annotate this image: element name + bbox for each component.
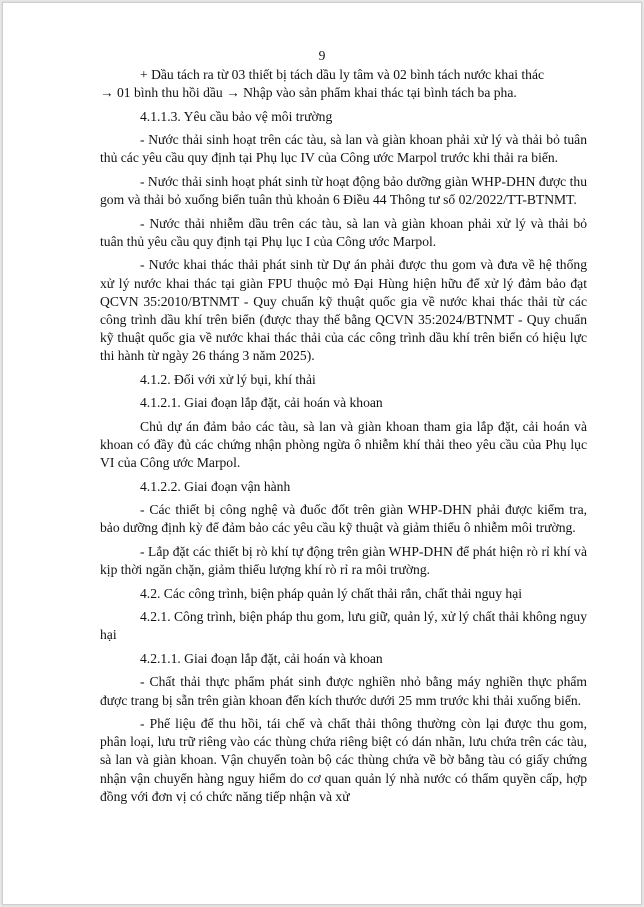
heading-4-1-2-2: 4.1.2.2. Giai đoạn vận hành bbox=[140, 478, 291, 494]
paragraph-produced-water: - Nước khai thác thải phát sinh từ Dự án phải được thu gom và đưa về hệ thống xử lý nước khai thác tại giàn FPU thuộc mỏ Đại Hùng hiện hữu để xử lý đảm bảo đạt QCVN 35:2010/BTNMT - Quy chuẩn kỹ thuật quốc gia về nước khai thác thải từ các công trình dầu khí trên biển (được thay thế bằng QCVN 35:2024/BTNMT - Quy chuẩn kỹ thuật quốc gia về nước khai thác thải của các công trình dầu khí trên biển có hiệu lực thi hành từ ngày 26 tháng 3 năm 2025). bbox=[100, 257, 587, 364]
paragraph-food-waste: - Chất thải thực phẩm phát sinh được nghiền nhỏ bằng máy nghiền thực phẩm được trang bị sẵn trên giàn khoan đến kích thước dưới 25 mm trước khi thải xuống biển. bbox=[100, 674, 587, 708]
heading-4-2: 4.2. Các công trình, biện pháp quản lý chất thải rắn, chất thải nguy hại bbox=[140, 585, 523, 601]
paragraph-oil-separation: + Dầu tách ra từ 03 thiết bị tách dầu ly tâm và 02 bình tách nước khai thác → 01 bình thu hồi dầu → Nhập vào sản phẩm khai thác tại bình tách ba pha. bbox=[100, 67, 545, 101]
paragraph-oily-wastewater: - Nước thải nhiễm dầu trên các tàu, sà lan và giàn khoan phải xử lý và thải bỏ tuân thủ yêu cầu quy định tại Phụ lục I của Công ước Marpol. bbox=[100, 215, 587, 249]
paragraph-domestic-wastewater-vessels: - Nước thải sinh hoạt trên các tàu, sà lan và giàn khoan phải xử lý và thải bỏ tuân thủ các yêu cầu quy định tại Phụ lục IV của Công ước Marpol trước khi thải ra biển. bbox=[100, 132, 587, 166]
paragraph-emission-certificates: Chủ dự án đảm bảo các tàu, sà lan và giàn khoan tham gia lắp đặt, cải hoán và khoan có đầy đủ các chứng nhận phòng ngừa ô nhiễm khí thải theo yêu cầu của Phụ lục VI của Công ước Marpol. bbox=[100, 418, 587, 471]
document-body bbox=[100, 66, 587, 811]
paragraph-scrap-recycling: - Phế liệu để thu hồi, tái chế và chất thải thông thường còn lại được thu gom, phân loại, lưu trữ riêng vào các thùng chứa riêng biệt có dán nhãn, lưu chứa trên các tàu, sà lan và giàn khoan. Vận chuyển toàn bộ các thùng chứa về bờ bằng tàu có giấy chứng nhận vận chuyển hàng nguy hiểm do cơ quan quản lý nhà nước có thẩm quyền cấp, hợp đồng với đơn vị có chức năng tiếp nhận và xử bbox=[100, 716, 587, 804]
document-page bbox=[2, 2, 642, 905]
heading-4-1-2-1: 4.1.2.1. Giai đoạn lắp đặt, cải hoán và khoan bbox=[140, 395, 383, 411]
heading-4-1-2: 4.1.2. Đối với xử lý bụi, khí thải bbox=[140, 371, 316, 387]
paragraph-gas-leak-detection: - Lắp đặt các thiết bị rò khí tự động trên giàn WHP-DHN để phát hiện rò rỉ khí và kịp thời ngăn chặn, giảm thiểu lượng khí rò rỉ ra môi trường. bbox=[100, 543, 587, 578]
heading-4-2-1-1: 4.2.1.1. Giai đoạn lắp đặt, cải hoán và khoan bbox=[140, 650, 383, 666]
heading-4-1-1-3: 4.1.1.3. Yêu cầu bảo vệ môi trường bbox=[140, 108, 333, 124]
heading-4-2-1: 4.2.1. Công trình, biện pháp thu gom, lưu giữ, quản lý, xử lý chất thải không nguy hại bbox=[100, 609, 587, 643]
paragraph-domestic-wastewater-maintenance: - Nước thải sinh hoạt phát sinh từ hoạt động bảo dưỡng giàn WHP-DHN được thu gom và thải bỏ xuống biển tuân thủ khoản 6 Điều 44 Thông tư số 02/2022/TT-BTNMT. bbox=[100, 173, 587, 208]
page-number: 9 bbox=[318, 48, 326, 63]
paragraph-equipment-maintenance: - Các thiết bị công nghệ và đuốc đốt trên giàn WHP-DHN phải được kiểm tra, bảo dưỡng định kỳ để đảm bảo các yêu cầu kỹ thuật và giảm thiểu ô nhiễm môi trường. bbox=[100, 502, 587, 536]
